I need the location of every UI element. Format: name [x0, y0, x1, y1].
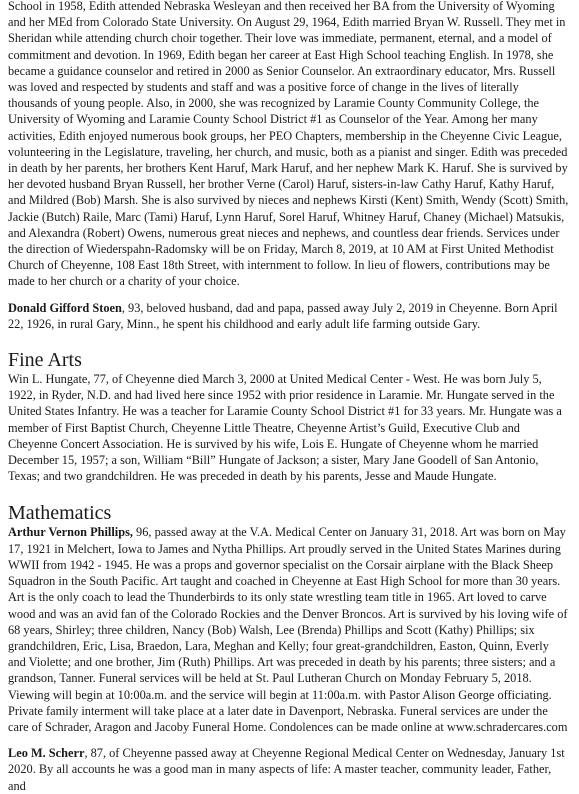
obituary-page [8, 0, 569, 794]
stoen-obituary [8, 300, 569, 332]
obituary-body: School in 1958, Edith attended Nebraska Wesleyan and then received her BA from the University of Wyoming and her MEd from Colorado State University. On August 29, 1964, Edith married Bryan W. Russell. They met in Sheridan while attending church choir together. Their love was immediate, permanent, eternal, and a model of commitment and devotion. In 1969, Edith began her career at East High School teaching English. In 1978, she became a guidance counselor and retired in 2000 as Senior Counselor. An extraordinary educator, Mrs. Russell was loved and respected by students and staff and was a positive force of change in the lives of literally thousands of young people. Also, in 2000, she was recognized by Laramie County Community College, the University of Wyoming and Laramie County School District #1 as Counselor of the Year. Among her many activities, Edith enjoyed numerous book groups, her PEO Chapters, membership in the Cheyenne Civic League, volunteering in the Legislature, traveling, her church, and music, both as a pianist and singer. Edith was preceded in death by her parents, her brothers Kent Haruf, Mark Haruf, and her nephew Mark K. Haruf. She is survived by her devoted husband Bryan Russell, her brother Verne (Carol) Haruf, sisters-in-law Cathy Haruf, Kathy Haruf, and Mildred (Bob) Marsh. She is also survived by nieces and nephews Kirsti (Kent) Smith, Wendy (Scott) Smith, Jackie (Butch) Raile, Marc (Tami) Haruf, Lynn Haruf, Sorel Haruf, Whitney Haruf, Chaney (Michael) Matsukis, and Alexandra (Robert) Owens, numerous great nieces and nephews, and countless dear friends. Services under the direction of Wiederspahn-Radomsky will be on Friday, March 8, 2019, at 10 AM at First United Methodist Church of Cheyenne, 108 East 18th Street, with internment to follow. In lieu of flowers, contributions may be made to her church or a charity of your choice. [8, 0, 569, 289]
edith-russell-obituary [8, 0, 569, 290]
obituary-body: , 93, beloved husband, dad and papa, passed away July 2, 2019 in Cheyenne. Born April 22, 1926, in rural Gary, Minn., he spent his childhood and early adult life farming outside Gary. [8, 300, 558, 331]
obituary-body: 96, passed away at the V.A. Medical Center on January 31, 2018. Art was born on May 17, 1921 in Melchert, Iowa to James and Nytha Phillips. Art proudly served in the United States Marines during WWII from 1942 - 1945. He was a props and governor specialist on the Corsair airplane with the Black Sheep Squadron in the South Pacific. Art taught and coached in Cheyenne at East High School for more than 30 years. Art is the only coach to lead the Thunderbirds to its only state wrestling team title in 1965. Art loved to carve wood and was an avid fan of the Colorado Rockies and the Denver Broncos. Art is survived by his loving wife of 68 years, Shirley; three children, Nancy (Bob) Walsh, Lee (Brenda) Phillips and Scott (Kathy) Phillips; six grandchildren, Eric, Lisa, Braedon, Lara, Meghan and Kelly; four great-grandchildren, Easton, Quinn, Everly and Violette; and one brother, Jim (Ruth) Phillips. Art was preceded in death by his parents; three sisters; and a grandson, Tanner. Funeral services will be held at St. Paul Lutheran Church on Monday February 5, 2018. Viewing will begin at 10:00a.m. and the service will begin at 11:00a.m. with Pastor Alison George officiating. Private family interment will take place at a later date in Davenport, Nebraska. Funeral services are under the care of Schrader, Aragon and Jacoby Funeral Home. Condolences can be made online at www.schradercares.com [8, 525, 568, 734]
section-heading-mathematics: Mathematics [8, 502, 112, 525]
obituary-body: Win L. Hungate, 77, of Cheyenne died March 3, 2000 at United Medical Center - West. He was born July 5, 1922, in Ryder, N.D. and had lived here since 1952 with prior residence in Laramie. Mr. Hungate served in the United States Infantry. He was a teacher for Laramie County School District #1 for 33 years. Mr. Hungate was a member of First Baptist Church, Cheyenne Little Theatre, Cheyenne Artist’s Guild, Executive Club and Cheyenne Concert Association. He is survived by his wife, Lois E. Hungate of Cheyenne whom he married December 15, 1957; a son, William “Bill” Hungate of Jackson; a sister, Mary Jane Goodell of San Antonio, Texas; and two grandchildren. He was preceded in death by his parents, Jesse and Maude Hungate. [8, 372, 562, 484]
scherr-obituary [8, 745, 569, 794]
hungate-obituary [8, 371, 569, 484]
deceased-name: Leo M. Scherr [8, 746, 85, 761]
deceased-name: Arthur Vernon Phillips, [8, 525, 133, 540]
phillips-obituary [8, 524, 569, 735]
deceased-name: Donald Gifford Stoen [8, 300, 122, 315]
obituary-body: , 87, of Cheyenne passed away at Cheyenne Regional Medical Center on Wednesday, January 1st 2020. By all accounts he was a good man in many aspects of life: A master teacher, community leader, Father, and [8, 746, 565, 793]
section-heading-fine-arts: Fine Arts [8, 349, 82, 372]
